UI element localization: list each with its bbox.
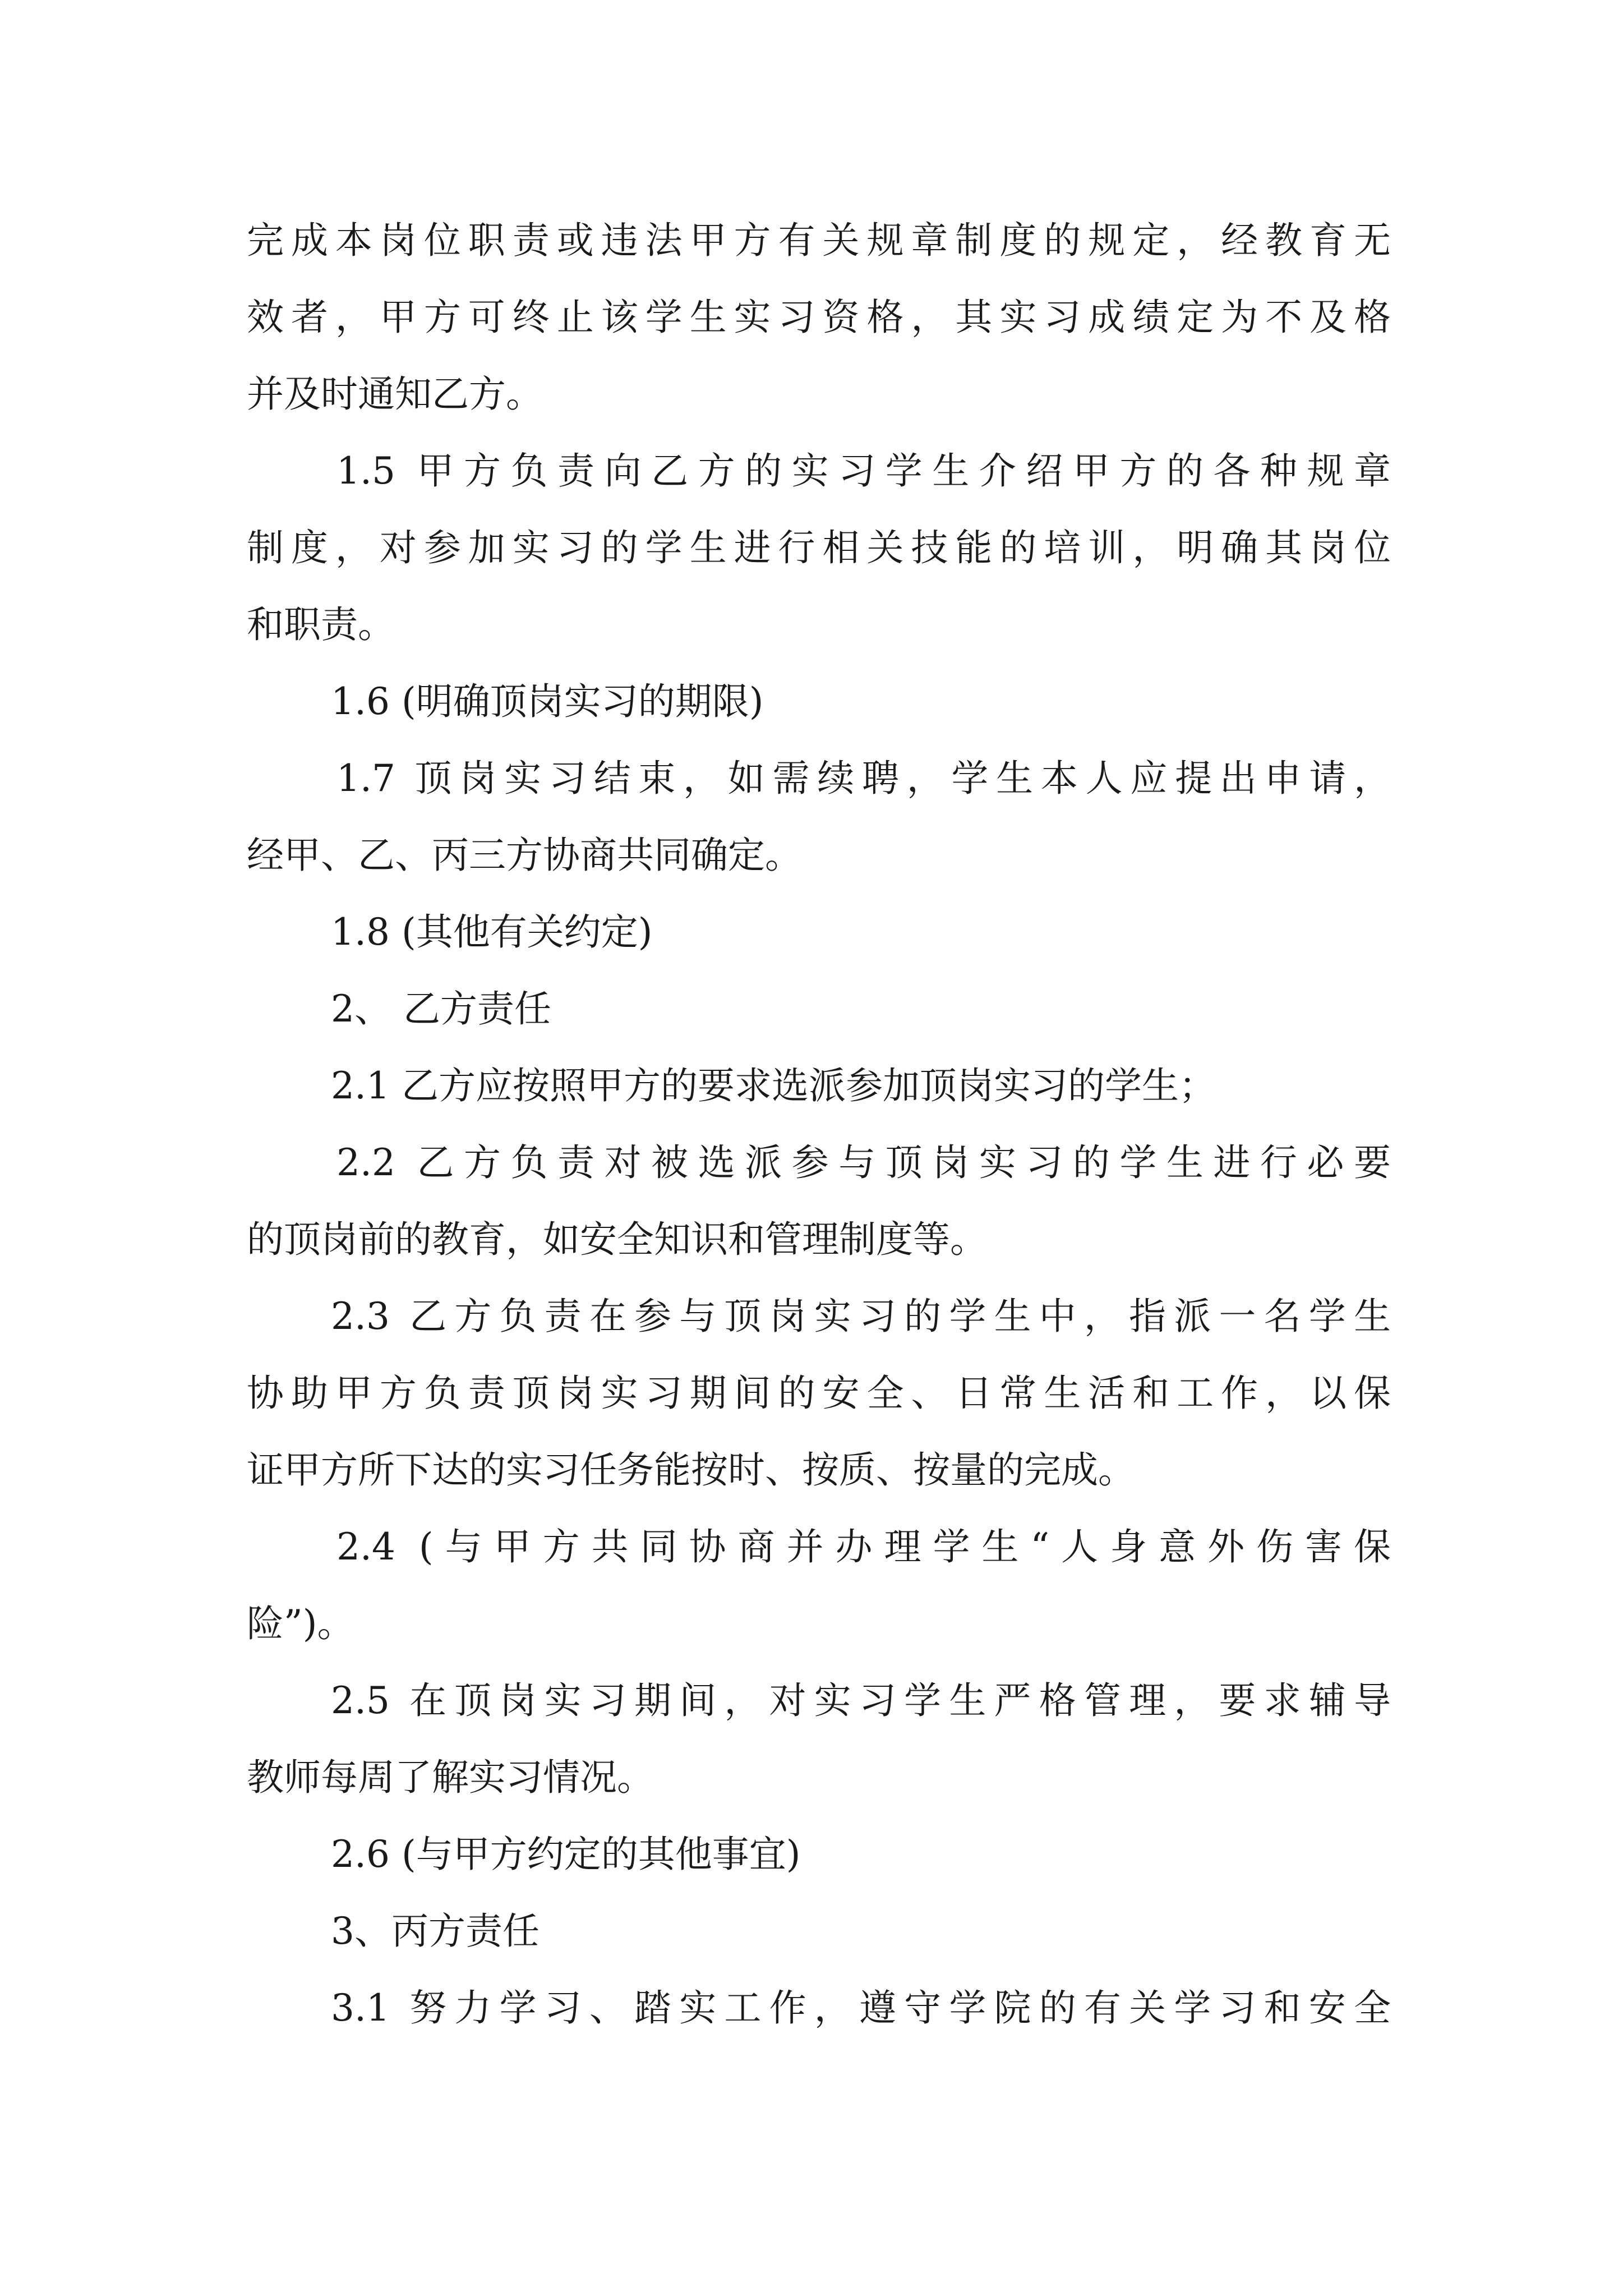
section-heading: 3、丙方责任 [331,1910,540,1953]
text-line: 教师每周了解实习情况。 [247,1756,654,1799]
text-line: 证甲方所下达的实习任务能按时、按质、按量的完成。 [247,1448,1135,1492]
text-line: 1.6 (明确顶岗实习的期限) [331,680,764,723]
text-line: 2.3 乙方负责在参与顶岗实习的学生中，指派一名学生 [331,1295,1391,1338]
text-line: 2.5 在顶岗实习期间，对实习学生严格管理，要求辅导 [331,1679,1391,1722]
text-line: 并及时通知乙方。 [247,372,543,416]
text-line: 2.4 (与甲方共同协商并办理学生“人身意外伤害保 [336,1525,1391,1568]
text-line: 3.1 努力学习、踏实工作，遵守学院的有关学习和安全 [331,1986,1391,2030]
section-heading: 2、 乙方责任 [331,987,551,1030]
text-line: 2.6 (与甲方约定的其他事宜) [331,1833,801,1876]
text-line: 完成本岗位职责或违法甲方有关规章制度的规定，经教育无 [247,219,1391,262]
text-line: 制度，对参加实习的学生进行相关技能的培训，明确其岗位 [247,526,1391,569]
text-line: 的顶岗前的教育，如安全知识和管理制度等。 [247,1218,987,1261]
text-line: 险”)。 [247,1602,354,1645]
text-line: 效者，甲方可终止该学生实习资格，其实习成绩定为不及格 [247,296,1391,339]
document-body [247,202,1391,2046]
text-line: 和职责。 [247,603,395,646]
text-line: 2.1 乙方应按照甲方的要求选派参加顶岗实习的学生； [331,1064,1216,1107]
text-line: 协助甲方负责顶岗实习期间的安全、日常生活和工作，以保 [247,1372,1391,1415]
text-line: 1.8 (其他有关约定) [331,910,653,954]
text-line: 1.5 甲方负责向乙方的实习学生介绍甲方的各种规章 [336,449,1391,493]
text-line: 1.7 顶岗实习结束，如需续聘，学生本人应提出申请， [336,757,1391,800]
text-line: 2.2 乙方负责对被选派参与顶岗实习的学生进行必要 [336,1141,1391,1184]
text-line: 经甲、乙、丙三方协商共同确定。 [247,834,802,877]
